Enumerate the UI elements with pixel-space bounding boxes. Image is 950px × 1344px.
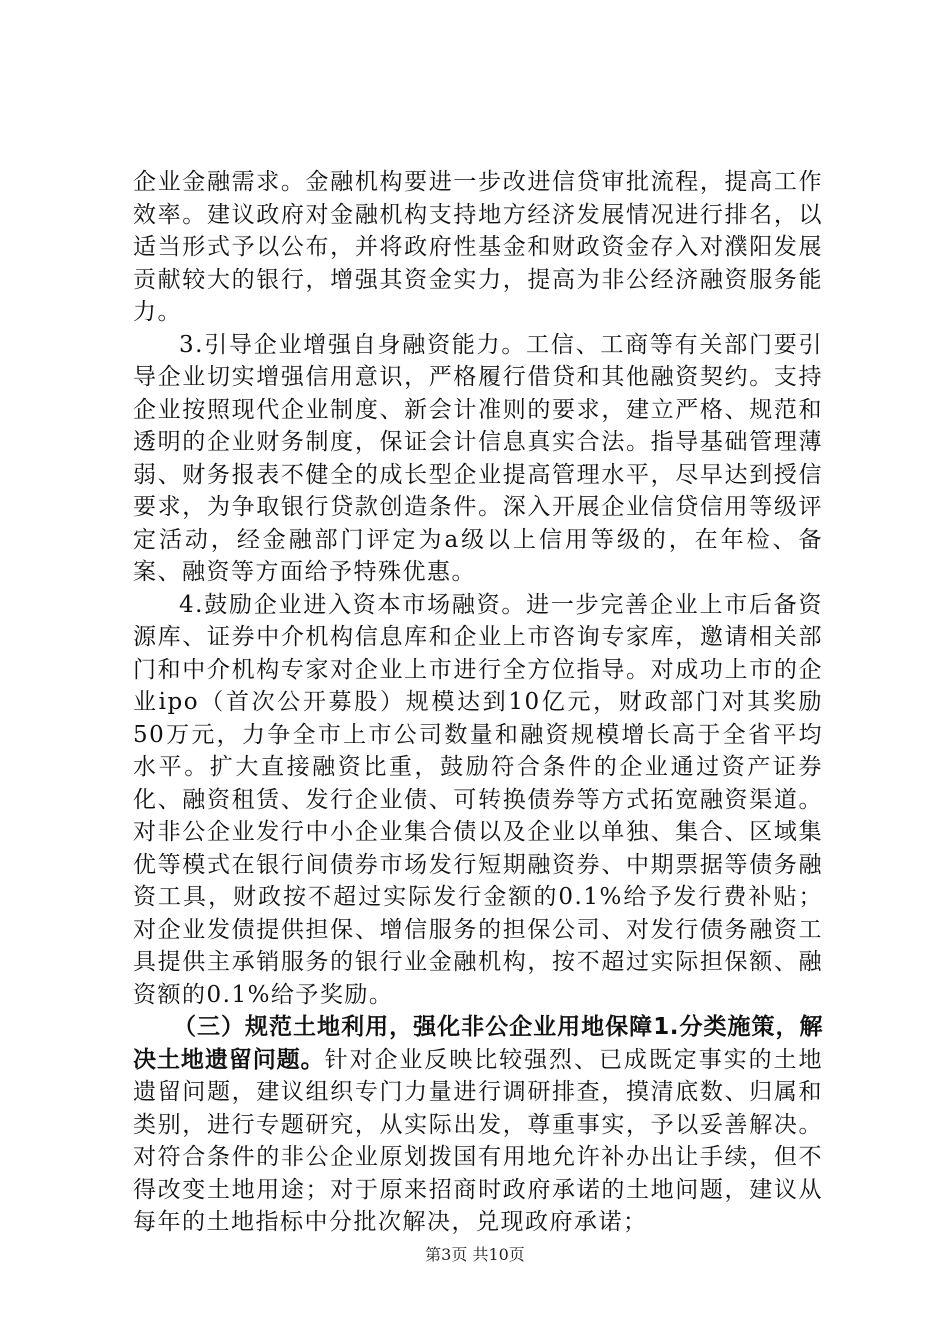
paragraph-item-4: 4.鼓励企业进入资本市场融资。进一步完善企业上市后备资源库、证券中介机构信息库和企业上市咨询专家库，邀请相关部门和中介机构专家对企业上市进行全方位指导。对成功上市的企业ipo（首次公开募股）规模达到10亿元，财政部门对其奖励50万元，力争全市上市公司数量和融资规模增长高于全省平均水平。扩大直接融资比重，鼓励符合条件的企业通过资产证券化、融资租赁、发行企业债、可转换债券等方式拓宽融资渠道。对非公企业发行中小企业集合债以及企业以单独、集合、区域集优等模式在银行间债券市场发行短期融资券、中期票据等债务融资工具，财政按不超过实际发行金额的0.1%给予发行费补贴；对企业发债提供担保、增信服务的担保公司、对发行债务融资工具提供主承销服务的银行业金融机构，按不超过实际担保额、融资额的0.1%给予奖励。 bbox=[133, 591, 823, 1008]
page-footer: 第3页 共10页 bbox=[425, 1245, 525, 1264]
section-three bbox=[133, 1011, 823, 1239]
section-heading: （三）规范土地利用，强化非公企业用地保障1.分类施策，解决土地遗留问题。 bbox=[133, 1014, 823, 1073]
section-body: 针对企业反映比较强烈、已成既定事实的土地遗留问题，建议组织专门力量进行调研排查，摸清底数、归属和类别，进行专题研究，从实际出发，尊重事实，予以妥善解决。对符合条件的非公企业原划拨国有用地允许补办出让手续，但不得改变土地用途；对于原来招商时政府承诺的土地问题，建议从每年的土地指标中分批次解决，兑现政府承诺； bbox=[133, 1046, 824, 1235]
paragraph-continuation: 企业金融需求。金融机构要进一步改进信贷审批流程，提高工作效率。建议政府对金融机构支持地方经济发展情况进行排名，以适当形式予以公布，并将政府性基金和财政资金存入对濮阳发展贡献较大的银行，增强其资金实力，提高为非公经济融资服务能力。 bbox=[133, 169, 823, 325]
document-body bbox=[133, 166, 823, 1239]
paragraph-item-3: 3.引导企业增强自身融资能力。工信、工商等有关部门要引导企业切实增强信用意识，严格履行借贷和其他融资契约。支持企业按照现代企业制度、新会计准则的要求，建立严格、规范和透明的企业财务制度，保证会计信息真实合法。指导基础管理薄弱、财务报表不健全的成长型企业提高管理水平，尽早达到授信要求，为争取银行贷款创造条件。深入开展企业信贷信用等级评定活动，经金融部门评定为a级以上信用等级的，在年检、备案、融资等方面给予特殊优惠。 bbox=[133, 331, 823, 585]
